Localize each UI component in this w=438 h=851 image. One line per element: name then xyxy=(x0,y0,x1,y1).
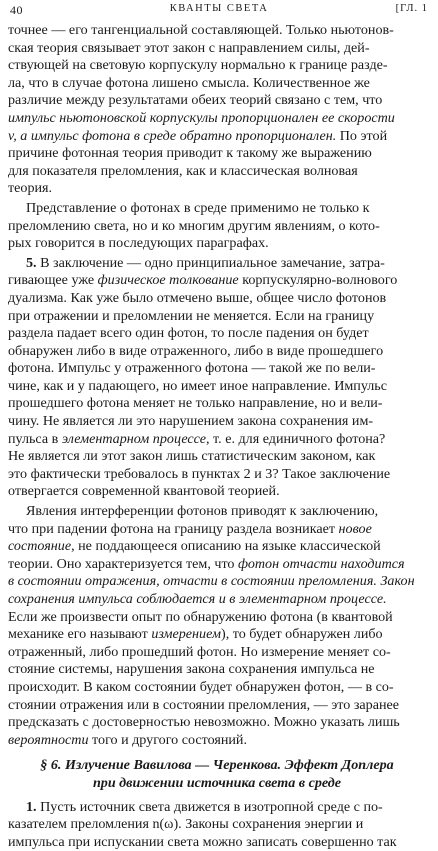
paragraph xyxy=(8,200,426,253)
text-span: По этой xyxy=(336,127,388,144)
text-line: точнее — его тангенциальной составляющей. Только ньютонов- xyxy=(8,22,394,38)
text-line: ская теория связывает этот закон с направлением силы, дей- xyxy=(8,39,370,56)
text-span: что при падении фотона на границу раздела возникает xyxy=(8,520,339,537)
italic-span: новое xyxy=(338,520,372,537)
running-title: КВАНТЫ СВЕТА xyxy=(169,3,269,14)
text-line xyxy=(8,538,426,556)
text-line: это фактически требовалось в пунктах 2 и 3? Такое заключение xyxy=(8,465,391,482)
page-number: 40 xyxy=(10,3,23,17)
text-line: обнаружен либо в виде отраженного, либо в виде прошедшего xyxy=(8,342,384,359)
text-line: импульс ньютоновской корпускулы пропорционален ее скорости xyxy=(8,109,395,126)
text-line: теория. xyxy=(8,180,53,197)
text-line xyxy=(8,732,426,750)
text-line: дуализма. Как уже было отмечено выше, общее число фотонов xyxy=(8,289,387,306)
body-text xyxy=(8,22,426,851)
text-line: для показателя преломления, как и классическая волновая xyxy=(8,162,358,179)
text-line xyxy=(8,272,426,290)
text-line: раздела падает всего один фотон, то после падения он будет xyxy=(8,325,369,342)
text-line: Если же произвести опыт по обнаружению фотона (в квантовой xyxy=(8,608,393,625)
text-line xyxy=(8,556,426,574)
text-span: ), то будет обнаружен либо xyxy=(221,626,383,643)
item-number: 5. xyxy=(26,254,37,271)
text-line: при отражении и преломлении не меняется. Если на границу xyxy=(8,307,375,324)
text-line: предсказать с достоверностью невозможно. Можно указать лишь xyxy=(8,714,400,731)
text-span: , не поддающееся описанию на языке классической xyxy=(71,538,381,555)
italic-span: v, а импульс фотона в среде обратно пропорционален. xyxy=(8,127,337,144)
text-line xyxy=(8,255,426,273)
text-line: стояние системы, нарушения закона сохранения импульса не xyxy=(8,661,375,678)
running-header xyxy=(10,3,428,21)
italic-span: вероятности xyxy=(8,731,89,748)
text-line: в состоянии отражения, отчасти в состоянии преломления. Закон xyxy=(8,573,415,590)
item-number: 1. xyxy=(26,798,37,815)
paragraph xyxy=(8,22,426,198)
text-span: теории. Оно характеризуется тем, что xyxy=(8,555,239,572)
text-span: корпускулярно-волнового xyxy=(238,272,398,289)
text-line xyxy=(8,799,426,817)
paragraph xyxy=(8,503,426,749)
text-span: механике его называют xyxy=(8,626,152,643)
section-title-line: при движении источника света в среде xyxy=(92,774,342,791)
text-line: чину. Не является ли это нарушением закона сохранения им- xyxy=(8,413,374,430)
text-line: ствующей на световую корпускулу нормально к границе разде- xyxy=(8,57,388,74)
text-line: чине, как и у падающего, но имеет иное направление. Импульс xyxy=(8,377,387,394)
text-line: отвергается современной квантовой теорией. xyxy=(8,483,280,500)
text-line: рых говорится в последующих параграфах. xyxy=(8,235,269,252)
text-span: того и другого состояний. xyxy=(88,731,247,748)
text-line xyxy=(8,431,426,449)
section-heading xyxy=(8,757,426,792)
text-span: В заключение — одно принципиальное замечание, затра- xyxy=(36,254,385,271)
text-line xyxy=(8,521,426,539)
text-line: стоянии отражения или в состоянии преломления, — это заранее xyxy=(8,696,400,713)
text-span: , т. е. для единичного фотона? xyxy=(206,430,386,447)
text-span: гивающее уже xyxy=(8,272,98,289)
text-line: фотона. Импульс у отраженного фотона — такой же по вели- xyxy=(8,360,376,377)
text-line: Не является ли этот закон лишь статистическим законом, как xyxy=(8,448,376,465)
paragraph xyxy=(8,255,426,501)
text-line: различие между результатами обеих теорий связано с тем, что xyxy=(8,92,383,109)
text-line: импульса при испускании света можно записать совершенно так xyxy=(8,833,397,850)
text-line: ла, что в случае фотона лишено смысла. Количественное же xyxy=(8,74,370,91)
text-line: прошедшего фотона меняет не только направление, но и вели- xyxy=(8,395,383,412)
text-line: причине фотонная теория приводит к такому же выражению xyxy=(8,145,372,162)
text-line xyxy=(8,626,426,644)
italic-span: состояние xyxy=(8,538,72,555)
text-line: преломлению света, но и ко многим другим явлениям, о кото- xyxy=(8,217,380,234)
italic-span: физическое толкование xyxy=(97,272,239,289)
text-line: происходит. В каком состоянии будет обнаружен фотон, — в со- xyxy=(8,678,394,695)
text-span: пульса в xyxy=(8,430,62,447)
text-line: отраженный, либо прошедший фотон. Но измерение меняет со- xyxy=(8,643,391,660)
text-line: казателем преломления n(ω). Законы сохранения энергии и xyxy=(8,816,364,833)
chapter-marker: [ГЛ. 1 xyxy=(395,3,428,14)
paragraph xyxy=(8,799,426,851)
text-line: Явления интерференции фотонов приводят к заключению, xyxy=(26,503,379,520)
text-span: Пусть источник света движется в изотропной среде с по- xyxy=(36,798,383,815)
text-line: Представление о фотонах в среде применимо не только к xyxy=(26,199,370,216)
italic-span: фотон отчасти находится xyxy=(238,555,405,572)
text-line xyxy=(8,128,426,146)
text-line: сохранения импульса соблюдается и в элементарном процессе. xyxy=(8,591,387,607)
italic-span: измерением xyxy=(151,626,221,643)
section-title-line: § 6. Излучение Вавилова — Черенкова. Эффект Доплера xyxy=(40,757,394,774)
italic-span: элементарном процессе xyxy=(61,430,206,447)
